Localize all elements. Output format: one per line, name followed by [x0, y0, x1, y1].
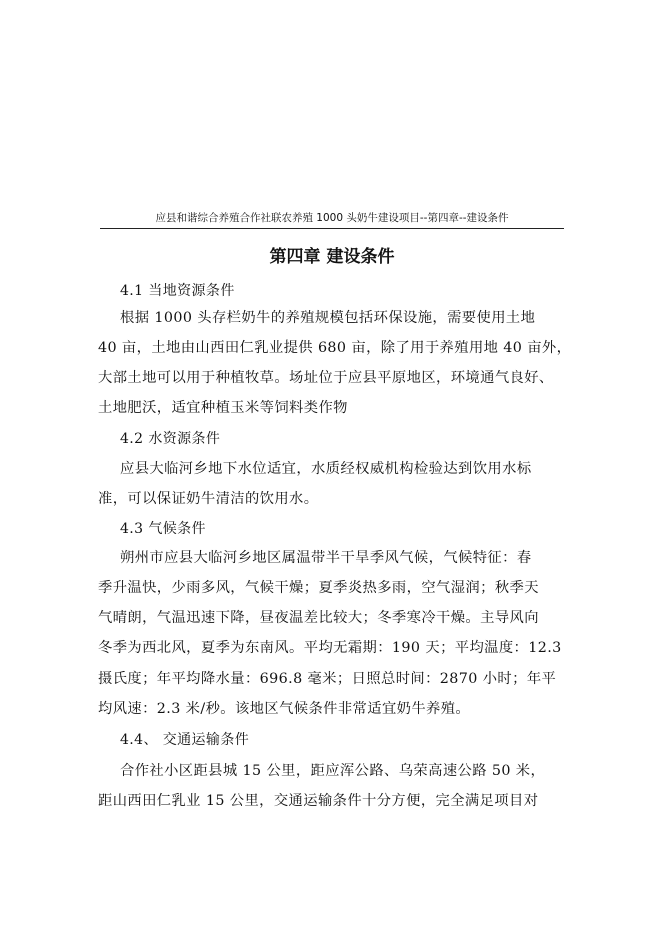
- paragraph-line: 准，可以保证奶牛清洁的饮用水。: [98, 491, 319, 507]
- paragraph-line: 应县大临河乡地下水位适宜，水质经权威机构检验达到饮用水标: [120, 461, 532, 477]
- section-heading-4-4: 4.4、 交通运输条件: [120, 732, 250, 748]
- section-heading-4-2: 4.2 水资源条件: [120, 431, 221, 447]
- paragraph-line: 40 亩，土地由山西田仁乳业提供 680 亩，除了用于养殖用地 40 亩外，: [98, 340, 572, 356]
- paragraph-line: 气晴朗，气温迅速下降，昼夜温差比较大；冬季寒冷干燥。主导风向: [98, 610, 539, 626]
- paragraph-line: 季升温快，少雨多风，气候干燥；夏季炎热多雨，空气湿润；秋季天: [98, 580, 539, 596]
- paragraph-line: 土地肥沃，适宜种植玉米等饲料类作物: [98, 400, 348, 416]
- running-header: 应县和谐综合养殖合作社联农养殖 1000 头奶牛建设项目--第四章--建设条件: [155, 212, 509, 224]
- paragraph-line: 摄氏度；年平均降水量：696.8 毫米；日照总时间：2870 小时；年平: [98, 671, 557, 687]
- paragraph-line: 大部土地可以用于种植牧草。场址位于应县平原地区，环境通气良好、: [98, 370, 554, 386]
- paragraph-line: 距山西田仁乳业 15 公里，交通运输条件十分方便，完全满足项目对: [98, 793, 539, 809]
- section-heading-4-3: 4.3 气候条件: [120, 521, 206, 537]
- paragraph-line: 均风速：2.3 米/秒。该地区气候条件非常适宜奶牛养殖。: [98, 701, 471, 717]
- paragraph-line: 冬季为西北风，夏季为东南风。平均无霜期：190 天；平均温度：12.3: [98, 640, 562, 656]
- header-rule: [100, 228, 564, 229]
- section-heading-4-1: 4.1 当地资源条件: [120, 283, 235, 299]
- chapter-title: 第四章 建设条件: [269, 247, 395, 267]
- paragraph-line: 朔州市应县大临河乡地区属温带半干旱季风气候，气候特征：春: [120, 550, 532, 566]
- paragraph-line: 合作社小区距县城 15 公里，距应浑公路、乌荣高速公路 50 米，: [120, 763, 546, 779]
- paragraph-line: 根据 1000 头存栏奶牛的养殖规模包括环保设施，需要使用土地: [120, 310, 536, 326]
